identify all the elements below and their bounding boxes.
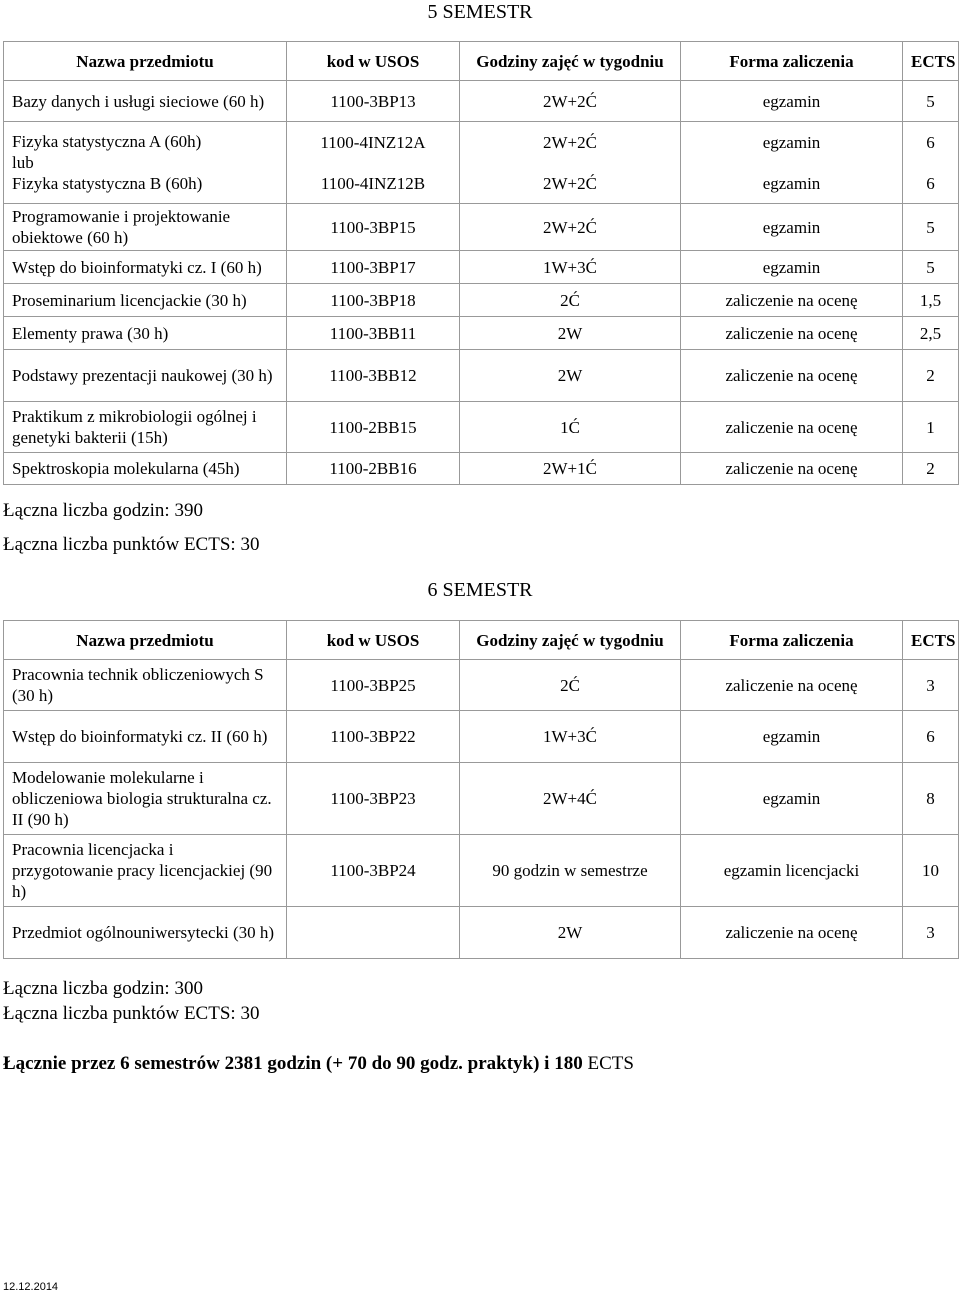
- header-hours: Godziny zajęć w tygodniu: [460, 621, 681, 660]
- course-name: Proseminarium licencjackie (30 h): [4, 284, 287, 317]
- course-form: egzamin: [681, 251, 903, 284]
- total-hours-label: Łączna liczba godzin:: [3, 978, 170, 999]
- course-code: 1100-3BP15: [287, 204, 460, 251]
- semester5-total-hours: [3, 500, 203, 522]
- course-name: Spektroskopia molekularna (45h): [4, 453, 287, 485]
- course-code: 1100-2BB15: [287, 402, 460, 453]
- course-hours: 2W+1Ć: [460, 453, 681, 485]
- course-code: [287, 122, 460, 204]
- header-code: kod w USOS: [287, 621, 460, 660]
- course-ects: 2,5: [903, 317, 959, 350]
- table-row: [4, 835, 959, 907]
- course-form: egzamin: [681, 711, 903, 763]
- table-header-row: [4, 621, 959, 660]
- course-name: Programowanie i projektowanie obiektowe (60 h): [4, 204, 287, 251]
- header-hours: Godziny zajęć w tygodniu: [460, 42, 681, 81]
- course-code: 1100-3BP23: [287, 763, 460, 835]
- footer-date: 12.12.2014: [3, 1281, 59, 1293]
- total-hours-label: Łączna liczba godzin:: [3, 500, 170, 521]
- course-name: Wstęp do bioinformatyki cz. I (60 h): [4, 251, 287, 284]
- course-name-a: Fizyka statystyczna A (60h): [12, 132, 202, 151]
- course-hours: 2W+2Ć: [460, 81, 681, 122]
- course-ects: 6: [903, 711, 959, 763]
- course-hours: 2W+2Ć: [460, 204, 681, 251]
- course-ects: [903, 122, 959, 204]
- course-form: zaliczenie na ocenę: [681, 907, 903, 959]
- course-form: zaliczenie na ocenę: [681, 660, 903, 711]
- course-code-b: 1100-4INZ12B: [320, 173, 426, 193]
- header-form: Forma zaliczenia: [681, 621, 903, 660]
- course-hours: 90 godzin w semestrze: [460, 835, 681, 907]
- course-code: 1100-3BP17: [287, 251, 460, 284]
- course-form: zaliczenie na ocenę: [681, 350, 903, 402]
- course-form: egzamin: [681, 204, 903, 251]
- course-form: zaliczenie na ocenę: [681, 317, 903, 350]
- course-name: Przedmiot ogólnouniwersytecki (30 h): [4, 907, 287, 959]
- course-hours: 1W+3Ć: [460, 251, 681, 284]
- course-form-a: egzamin: [762, 132, 821, 152]
- table-row: [4, 402, 959, 453]
- course-ects: 3: [903, 660, 959, 711]
- course-name: Praktikum z mikrobiologii ogólnej i genetyki bakterii (15h): [4, 402, 287, 453]
- table-row: [4, 907, 959, 959]
- course-code: 1100-3BB12: [287, 350, 460, 402]
- course-hours: 1Ć: [460, 402, 681, 453]
- course-hours-b: 2W+2Ć: [543, 173, 597, 193]
- course-code: 1100-3BP22: [287, 711, 460, 763]
- table-header-row: [4, 42, 959, 81]
- header-code: kod w USOS: [287, 42, 460, 81]
- course-hours-a: 2W+2Ć: [543, 132, 597, 152]
- header-name: Nazwa przedmiotu: [4, 621, 287, 660]
- course-ects: 5: [903, 81, 959, 122]
- course-name: Wstęp do bioinformatyki cz. II (60 h): [4, 711, 287, 763]
- course-code: 1100-3BP13: [287, 81, 460, 122]
- course-hours: 2Ć: [460, 284, 681, 317]
- table-row: [4, 453, 959, 485]
- program-total-ects: 180: [554, 1053, 583, 1074]
- course-ects: 1,5: [903, 284, 959, 317]
- total-ects-label: Łączna liczba punktów ECTS:: [3, 1003, 236, 1024]
- course-form-b: egzamin: [762, 173, 821, 193]
- total-ects-value: 30: [240, 1003, 260, 1024]
- table-row: [4, 251, 959, 284]
- table-row: [4, 711, 959, 763]
- course-hours: 2W+4Ć: [460, 763, 681, 835]
- course-hours: 2W: [460, 317, 681, 350]
- semester6-total-hours: [3, 978, 203, 1000]
- total-hours-value: 300: [174, 978, 203, 999]
- course-ects: 5: [903, 204, 959, 251]
- total-hours-value: 390: [174, 500, 203, 521]
- table-row: [4, 660, 959, 711]
- course-ects: 8: [903, 763, 959, 835]
- table-row: [4, 122, 959, 204]
- course-hours: [460, 122, 681, 204]
- course-name: Pracownia technik obliczeniowych S (30 h): [4, 660, 287, 711]
- course-code: 1100-3BB11: [287, 317, 460, 350]
- course-code: 1100-3BP24: [287, 835, 460, 907]
- table-row: [4, 284, 959, 317]
- course-hours: 2W: [460, 907, 681, 959]
- course-code: [287, 907, 460, 959]
- course-code: 1100-3BP25: [287, 660, 460, 711]
- course-code-a: 1100-4INZ12A: [320, 132, 426, 152]
- course-name: Podstawy prezentacji naukowej (30 h): [4, 350, 287, 402]
- program-total-text: Łącznie przez 6 semestrów 2381 godzin (+ 70 do 90 godz. praktyk) i: [3, 1053, 550, 1074]
- table-row: [4, 81, 959, 122]
- header-name: Nazwa przedmiotu: [4, 42, 287, 81]
- course-form: zaliczenie na ocenę: [681, 402, 903, 453]
- program-total: [3, 1053, 634, 1075]
- program-total-unit: ECTS: [587, 1053, 634, 1074]
- course-hours: 2Ć: [460, 660, 681, 711]
- semester6-total-ects: [3, 1003, 259, 1025]
- course-ects: 2: [903, 350, 959, 402]
- semester6-table: [3, 620, 959, 959]
- course-form: [681, 122, 903, 204]
- course-ects: 5: [903, 251, 959, 284]
- total-ects-value: 30: [240, 534, 260, 555]
- course-name-b: Fizyka statystyczna B (60h): [12, 174, 203, 193]
- semester5-title: 5 SEMESTR: [427, 1, 533, 23]
- course-name: Modelowanie molekularne i obliczeniowa biologia strukturalna cz. II (90 h): [4, 763, 287, 835]
- course-code: 1100-3BP18: [287, 284, 460, 317]
- course-form: egzamin: [681, 81, 903, 122]
- course-name: Bazy danych i usługi sieciowe (60 h): [4, 81, 287, 122]
- semester5-table: [3, 41, 959, 485]
- semester6-title: 6 SEMESTR: [427, 579, 533, 601]
- course-name-or: lub: [12, 153, 34, 172]
- course-form: egzamin licencjacki: [681, 835, 903, 907]
- course-hours: 1W+3Ć: [460, 711, 681, 763]
- course-ects-b: 6: [926, 173, 935, 193]
- course-form: zaliczenie na ocenę: [681, 453, 903, 485]
- table-row: [4, 763, 959, 835]
- course-ects-a: 6: [926, 132, 935, 152]
- course-ects: 3: [903, 907, 959, 959]
- table-row: [4, 204, 959, 251]
- course-form: zaliczenie na ocenę: [681, 284, 903, 317]
- total-ects-label: Łączna liczba punktów ECTS:: [3, 534, 236, 555]
- course-form: egzamin: [681, 763, 903, 835]
- course-name: [4, 122, 287, 204]
- header-form: Forma zaliczenia: [681, 42, 903, 81]
- table-row: [4, 350, 959, 402]
- semester5-total-ects: [3, 534, 259, 556]
- course-name: Elementy prawa (30 h): [4, 317, 287, 350]
- header-ects: ECTS: [903, 621, 959, 660]
- course-code: 1100-2BB16: [287, 453, 460, 485]
- course-ects: 10: [903, 835, 959, 907]
- course-ects: 2: [903, 453, 959, 485]
- course-name: Pracownia licencjacka i przygotowanie pracy licencjackiej (90 h): [4, 835, 287, 907]
- table-row: [4, 317, 959, 350]
- header-ects: ECTS: [903, 42, 959, 81]
- course-hours: 2W: [460, 350, 681, 402]
- course-ects: 1: [903, 402, 959, 453]
